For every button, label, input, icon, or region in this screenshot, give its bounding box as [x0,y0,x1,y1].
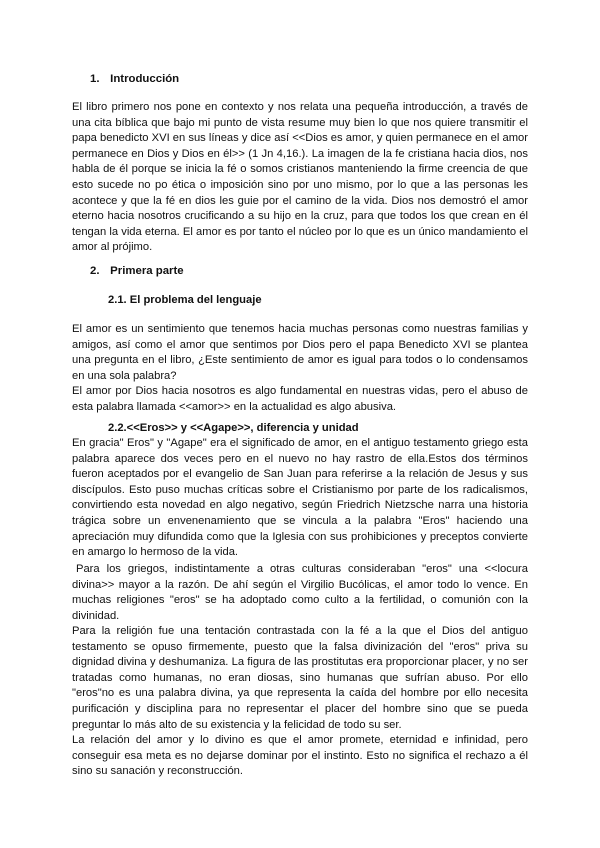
section-number: 1. [90,73,100,85]
section-heading-introduccion [90,72,179,88]
section-title: Introducción [110,73,180,85]
section-heading-primera-parte [90,264,184,280]
section-number: 2. [90,265,100,277]
paragraph-eros-agape-1: En gracia" Eros" y "Agape" era el significado de amor, en el antiguo testamento griego esta palabra aparece dos veces pero en el nuevo no hay rastro de ella.Estos dos términos fueron aceptados por el evangelio de San Juan para referirse a la relación de Jesus y sus discípulos. Esto puso muchas críticas sobre el Cristianismo por parte de los radicalismos, convirtiendo esta novedad en algo negativo, según Friedrich Nietzsche narra una historia trágica sobre un envenenamiento que se vincula a la palabra "Eros" haciendo una apreciación muy difundida como que la Iglesia con sus prohibiciones y preceptos convierte en amargo lo hermoso de la vida. [72,437,528,559]
paragraph-eros-agape-3: Para la religión fue una tentación contrastada con la fé a la que el Dios del antiguo testamento se opuso firmemente, puesto que la falsa divinización del "eros" priva su dignidad divina y deshumaniza. La figura de las prostitutas era proporcionar placer, y no ser tratadas como humanas, no eran diosas, sino humanas que sufrían abuso. Por ello "eros"no es una palabra divina, ya que representa la caída del hombre por ello necesita purificación y disciplina para no representar el placer del hombre sino que se pueda preguntar lo más alto de su existencia y la felicidad de todo su ser. [72,625,528,731]
paragraph-eros-agape-4: La relación del amor y lo divino es que el amor promete, eternidad e infinidad, pero conseguir esa meta es no dejarse dominar por el instinto. Esto no significa el rechazo a él sino su sanación y reconstrucción. [72,734,528,778]
section-title: Primera parte [110,265,184,277]
subsection-heading-eros-agape: 2.2.<<Eros>> y <<Agape>>, diferencia y unidad [108,422,359,434]
paragraph-lenguaje: El amor es un sentimiento que tenemos hacia muchas personas como nuestras familias y amigos, así como el amor que sentimos por Dios pero el papa Benedicto XVI se plantea una pregunta en el libro, ¿Este sentimiento de amor es igual para todos o lo condensamos en una sola palabra? El amor por Dios hacia nosotros es algo fundamental en nuestras vidas, pero el abuso de esta palabra llamada <<amor>> en la actualidad es algo abusiva. [72,323,528,413]
paragraph-eros-agape-2: Para los griegos, indistintamente a otras culturas consideraban "eros" una <<locura divina>> mayor a la razón. De ahí según el Virgilio Bucólicas, el amor todo lo vence. En muchas religiones "eros" se ha adoptado como culto a la fertilidad, o comunión con la divinidad. [72,563,528,622]
subsection-heading-lenguaje: 2.1. El problema del lenguaje [108,294,262,306]
paragraph-introduccion: El libro primero nos pone en contexto y nos relata una pequeña introducción, a través de una cita bíblica que bajo mi punto de vista resume muy bien lo que nos quiere transmitir el papa benedicto XVI en sus líneas y dice así <<Dios es amor, y quien permanece en el amor permanece en Dios y Dios en él>> (1 Jn 4,16.). La imagen de la fe cristiana hacia dios, nos habla de él porque se inicia la fé o somos cristianos manteniendo la firme creencia de que esto sucede no po ética o imposición sino por uno mismo, por lo que a las personas les acontece y que la fé en dios les guie por el camino de la vida. Dios nos demostró el amor eterno hacia nosotros crucificando a su hijo en la cruz, para que todos los que crean en él tengan la vida eterna. El amor es por tanto el núcleo por lo que es un único mandamiento el amor al prójimo. [72,101,528,254]
